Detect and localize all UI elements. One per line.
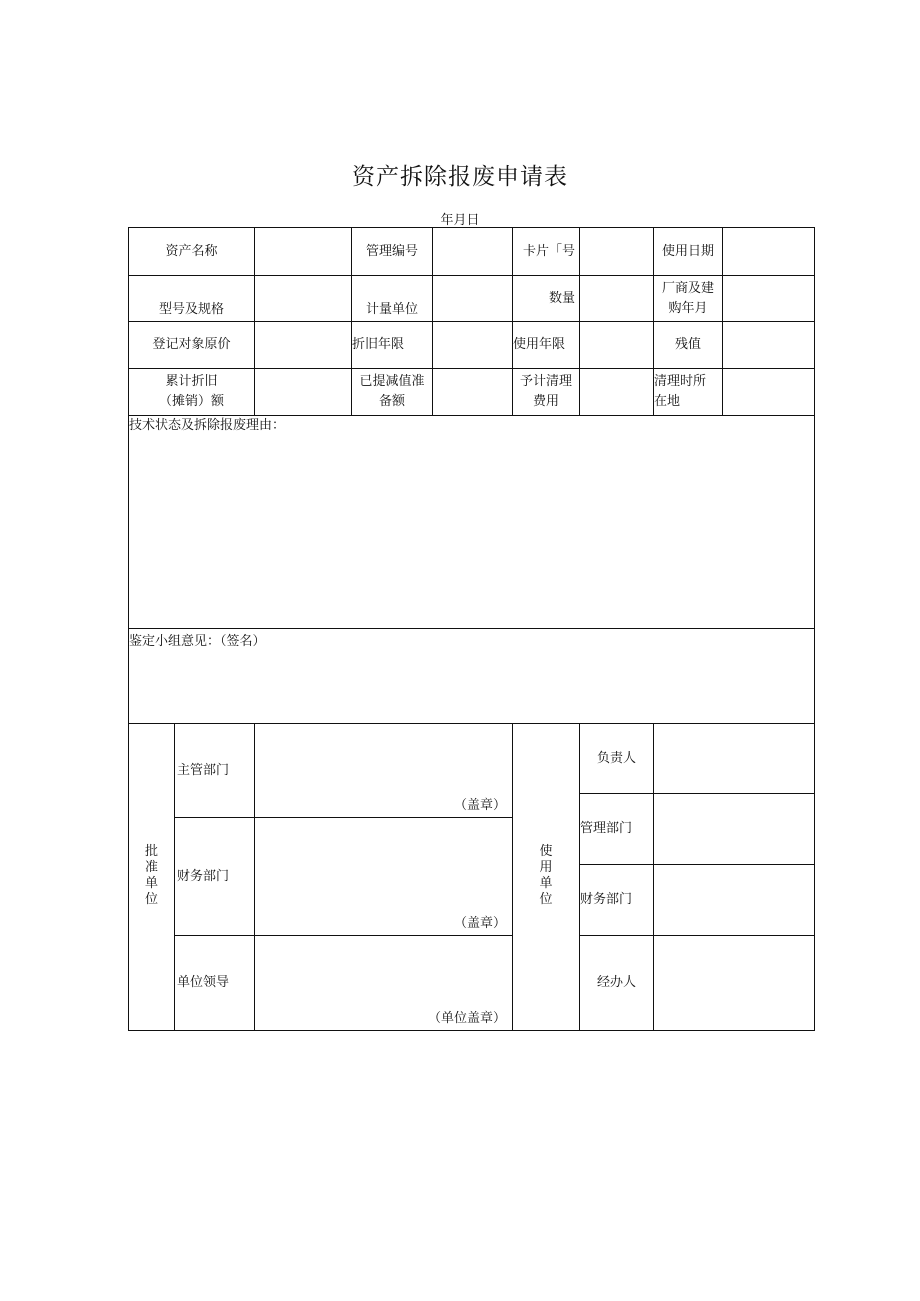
field-use-date[interactable] [723, 228, 815, 276]
label-handler: 经办人 [580, 936, 654, 1031]
appraisal-box[interactable] [129, 629, 815, 724]
label-maker-line2: 购年月 [668, 300, 708, 316]
label-impair-line2: 备额 [378, 394, 405, 409]
label-approval-unit: 批准单位 [144, 844, 158, 907]
label-residual: 残值 [654, 322, 723, 369]
leader-seal: （单位盖章） [427, 1011, 506, 1026]
label-location-line2: 在地 [654, 394, 681, 409]
field-handler[interactable] [654, 936, 815, 1031]
row-approval-1 [129, 724, 815, 794]
application-form [128, 227, 815, 1031]
label-cleanup-cost [513, 369, 580, 416]
field-cleanup-cost[interactable] [580, 369, 654, 416]
field-original-value[interactable] [255, 322, 352, 369]
row-asset-info [129, 228, 815, 276]
field-asset-name[interactable] [255, 228, 352, 276]
label-use-date: 使用日期 [654, 228, 723, 276]
label-impair-line1: 已提减值准 [359, 374, 425, 389]
label-accum-depr [129, 369, 255, 416]
row-value-info [129, 322, 815, 369]
field-use-years[interactable] [580, 322, 654, 369]
finance-seal: （盖章） [453, 916, 506, 931]
field-impairment[interactable] [433, 369, 513, 416]
label-depr-years: 折旧年限 [352, 322, 433, 369]
label-location [654, 369, 723, 416]
label-cleanup-line1: 予计清理 [519, 374, 572, 389]
field-responsible[interactable] [654, 724, 815, 794]
field-model-spec[interactable] [255, 276, 352, 322]
label-accum-line2: （摊销）额 [158, 394, 224, 409]
field-mgmt-number[interactable] [433, 228, 513, 276]
row-approval-5 [129, 936, 815, 960]
date-line: 年月日 [440, 213, 480, 228]
row-appraisal [129, 629, 815, 724]
supervisor-seal: （盖章） [453, 798, 506, 813]
field-residual[interactable] [723, 322, 815, 369]
row-reason [129, 416, 815, 629]
field-depr-years[interactable] [433, 322, 513, 369]
field-card-number[interactable] [580, 228, 654, 276]
field-leader[interactable] [255, 936, 513, 1031]
page-title: 资产拆除报废申请表 [352, 164, 568, 190]
approval-unit-label [129, 724, 175, 1031]
field-maker[interactable] [723, 276, 815, 322]
label-responsible: 负责人 [580, 724, 654, 794]
label-use-years: 使用年限 [513, 322, 580, 369]
label-user-management: 管理部门 [580, 794, 654, 865]
field-user-finance[interactable] [654, 865, 815, 936]
label-maker [654, 276, 723, 322]
label-supervisor-dept: 主管部门 [175, 724, 255, 818]
label-card-number: 卡片「号 [513, 228, 580, 276]
field-supervisor-dept[interactable] [255, 724, 513, 818]
label-cleanup-line2: 费用 [532, 394, 559, 409]
label-accum-line1: 累计折旧 [165, 374, 218, 389]
user-unit-label [513, 724, 580, 1031]
label-original-value: 登记对象原价 [129, 322, 255, 369]
label-quantity: 数量 [513, 276, 580, 322]
field-location[interactable] [723, 369, 815, 416]
field-accum-depr[interactable] [255, 369, 352, 416]
row-depreciation-info [129, 369, 815, 416]
field-finance-dept[interactable] [255, 818, 513, 936]
label-maker-line1: 厂商及建 [661, 280, 714, 296]
row-spec-info [129, 276, 815, 322]
label-unit: 计量单位 [352, 276, 433, 322]
field-quantity[interactable] [580, 276, 654, 322]
reason-box[interactable] [129, 416, 815, 629]
label-appraisal: 鉴定小组意见：（签名） [129, 634, 266, 649]
label-location-line1: 清理时所 [654, 374, 707, 389]
label-user-finance: 财务部门 [580, 865, 654, 936]
label-mgmt-number: 管理编号 [352, 228, 433, 276]
label-leader: 单位领导 [175, 936, 255, 1031]
label-user-unit: 使用单位 [539, 844, 553, 907]
label-asset-name: 资产名称 [129, 228, 255, 276]
label-model-spec: 型号及规格 [129, 276, 255, 322]
label-impairment [352, 369, 433, 416]
field-user-management[interactable] [654, 794, 815, 865]
label-finance-dept: 财务部门 [175, 818, 255, 936]
field-unit[interactable] [433, 276, 513, 322]
label-reason: 技术状态及拆除报废理由： [129, 418, 286, 433]
